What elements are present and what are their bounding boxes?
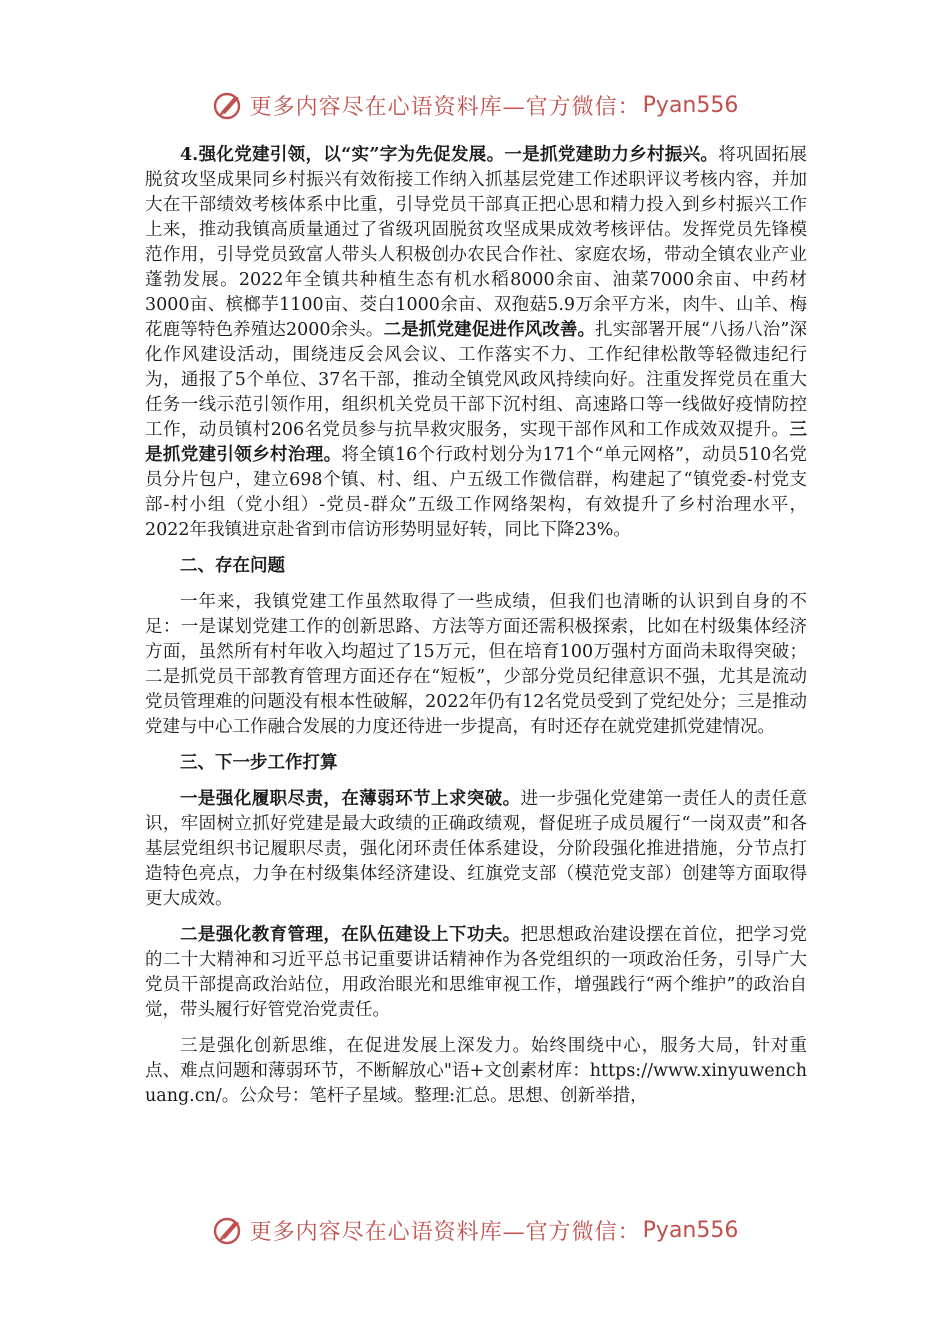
page-header-banner <box>0 85 950 125</box>
page-footer-banner <box>0 1210 950 1250</box>
subpoint-heading: 二是强化教育管理，在队伍建设上下功夫。 <box>180 925 521 945</box>
brand-text: 更多内容尽在心语资料库—官方微信： <box>249 1219 641 1245</box>
wechat-id: Pyan556 <box>642 1217 739 1243</box>
paragraph-problems: 一年来，我镇党建工作虽然取得了一些成绩，但我们也清晰的认识到自身的不足：一是谋划党建工作的创新思路、方法等方面还需积极探索，比如在村级集体经济方面，虽然所有村年收入均超过了15万元，但在培育100万强村方面尚未取得突破；二是抓党员干部教育管理方面还存在“短板”，少部分党员纪律意识不强，尤其是流动党员管理难的问题没有根本性破解，2022年仍有12名党员受到了党纪处分；三是推动党建与中心工作融合发展的力度还待进一步提高，有时还存在就党建抓党建情况。 <box>145 592 807 737</box>
paragraph-next-step-1 <box>145 787 807 912</box>
brand-text: 更多内容尽在心语资料库—官方微信： <box>249 94 641 120</box>
document-body <box>145 143 807 1120</box>
paragraph-party-building <box>145 143 807 543</box>
subpoint-heading: 一是强化履职尽责，在薄弱环节上求突破。 <box>180 789 521 809</box>
pen-logo-icon <box>212 89 244 121</box>
paragraph-next-step-3: 三是强化创新思维，在促进发展上深发力。始终围绕中心，服务大局，针对重点、难点问题和薄弱环节，不断解放心"语+文创素材库：https://www.xinyuwenchuang.cn/。公众号：笔杆子星域。整理:汇总。思想、创新举措， <box>145 1036 807 1106</box>
pen-logo-icon <box>212 1214 244 1246</box>
paragraph-text: 扎实部署开展“八扬八治”深化作风建设活动，围绕违反会风会议、工作落实不力、工作纪律松散等轻微违纪行为，通报了5个单位、37名干部，推动全镇党风政风持续向好。注重发挥党员在重大任务一线示范引领作用，组织机关党员干部下沉村组、高速路口等一线做好疫情防控工作，动员镇村206名党员参与抗旱救灾服务，实现干部作风和工作成效双提升。 <box>145 320 807 440</box>
paragraph-lead: 4.强化党建引领，以“实”字为先促发展。一是抓党建助力乡村振兴。 <box>180 145 719 165</box>
paragraph-next-step-2 <box>145 923 807 1023</box>
section-heading-next-steps: 三、下一步工作打算 <box>180 753 338 773</box>
brand-watermark <box>212 89 739 121</box>
paragraph-text: 将巩固拓展脱贫攻坚成果同乡村振兴有效衔接工作纳入抓基层党建工作述职评议考核内容，并加大在干部绩效考核体系中比重，引导党员干部真正把心思和精力投入到乡村振兴工作上来，推动我镇高质量通过了省级巩固脱贫攻坚成果成效考核评估。发挥党员先锋模范作用，引导党员致富人带头人积极创办农民合作社、家庭农场，带动全镇农业产业蓬勃发展。2022年全镇共种植生态有机水稻8000余亩、油菜7000余亩、中药材3000亩、槟榔芋1100亩、茭白1000余亩、双孢菇5.9万余平方米，肉牛、山羊、梅花鹿等特色养殖达2000余头。 <box>145 145 808 340</box>
subpoint-heading: 三是抓党建引领乡村治理。 <box>145 420 807 465</box>
paragraph-text: 将全镇16个行政村划分为171个“单元网格”，动员510名党员分片包户，建立698个镇、村、组、户五级工作微信群，构建起了“镇党委-村党支部-村小组（党小组）-党员-群众”五级工作网络架构，有效提升了乡村治理水平，2022年我镇进京赴省到市信访形势明显好转，同比下降23%。 <box>145 445 808 540</box>
paragraph-text: 进一步强化党建第一责任人的责任意识，牢固树立抓好党建是最大政绩的正确政绩观，督促班子成员履行“一岗双责”和各基层党组织书记履职尽责，强化闭环责任体系建设，分阶段强化推进措施，分节点打造特色亮点，力争在村级集体经济建设、红旗党支部（模范党支部）创建等方面取得更大成效。 <box>145 789 808 909</box>
wechat-id: Pyan556 <box>642 92 739 118</box>
subpoint-heading: 二是抓党建促进作风改善。 <box>383 320 596 340</box>
paragraph-text: 把思想政治建设摆在首位，把学习党的二十大精神和习近平总书记重要讲话精神作为各党组织的一项政治任务，引导广大党员干部提高政治站位，用政治眼光和思维审视工作，增强践行“两个维护”的政治自觉，带头履行好管党治党责任。 <box>145 925 808 1020</box>
brand-watermark <box>212 1214 739 1246</box>
section-heading-problems: 二、存在问题 <box>180 556 285 576</box>
